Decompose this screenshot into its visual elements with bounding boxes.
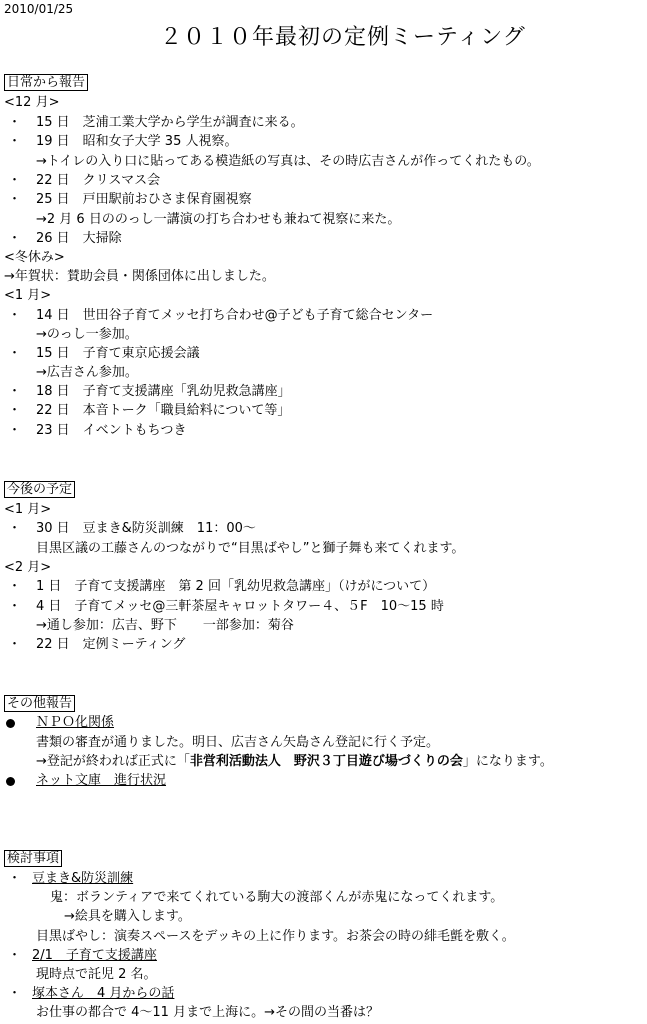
topic-line-note: →絵具を購入します。 bbox=[64, 909, 191, 924]
bullet: ・ bbox=[8, 231, 22, 246]
list-item: 22 日 定例ミーティング bbox=[36, 637, 186, 652]
bullet: ・ bbox=[8, 308, 22, 323]
net-library-title: ネット文庫 進行状況 bbox=[36, 773, 167, 788]
list-item: 26 日 大掃除 bbox=[36, 231, 122, 246]
bullet: ・ bbox=[8, 599, 22, 614]
bullet-dot bbox=[6, 719, 15, 728]
list-item-note: →広吉さん参加。 bbox=[36, 365, 138, 380]
topic-title: 豆まき&防災訓練 bbox=[32, 871, 134, 886]
bullet: ・ bbox=[8, 521, 22, 536]
period-label-winter: <冬休み> bbox=[4, 250, 65, 265]
month-label-december: <12 月> bbox=[4, 95, 60, 110]
bullet: ・ bbox=[8, 403, 22, 418]
npo-line-registration: →登記が終われば正式に「非営利活動法人 野沢３丁目遊び場づくりの会」になります。 bbox=[36, 754, 553, 769]
bullet: ・ bbox=[8, 134, 22, 149]
bullet: ・ bbox=[8, 579, 22, 594]
list-item: 4 日 子育てメッセ@三軒茶屋キャロットタワー４、５F 10～15 時 bbox=[36, 599, 444, 614]
topic-title: 2/1 子育て支援講座 bbox=[32, 948, 157, 963]
bullet: ・ bbox=[8, 423, 22, 438]
list-item: 18 日 子育て支援講座「乳幼児救急講座」 bbox=[36, 384, 291, 399]
bullet: ・ bbox=[8, 115, 22, 130]
month-label-january: <1 月> bbox=[4, 502, 52, 517]
bullet: ・ bbox=[8, 173, 22, 188]
document-title: ２０１０年最初の定例ミーティング bbox=[160, 25, 526, 50]
topic-line: お仕事の都合で 4～11 月まで上海に。→その間の当番は？ bbox=[36, 1005, 379, 1020]
bullet: ・ bbox=[8, 948, 22, 963]
bullet: ・ bbox=[8, 871, 22, 886]
topic-title: 塚本さん 4 月からの話 bbox=[32, 986, 175, 1001]
list-item: 23 日 イベントもちつき bbox=[36, 423, 187, 438]
section-header-discussion: 検討事項 bbox=[4, 850, 62, 868]
list-item-note: →2 月 6 日ののっし一講演の打ち合わせも兼ねて視察に来た。 bbox=[36, 212, 401, 227]
list-item-note: →通し参加：広吉、野下 一部参加：菊谷 bbox=[36, 618, 294, 633]
bullet: ・ bbox=[8, 384, 22, 399]
list-item: 22 日 クリスマス会 bbox=[36, 173, 161, 188]
list-item: 25 日 戸田駅前おひさま保育園視察 bbox=[36, 192, 252, 207]
list-item: 15 日 子育て東京応援会議 bbox=[36, 346, 200, 361]
month-label-february: <2 月> bbox=[4, 560, 52, 575]
list-item-note: 目黒区議の工藤さんのつながりで“目黒ばやし”と獅子舞も来てくれます。 bbox=[36, 541, 465, 556]
month-label-january: <1 月> bbox=[4, 288, 52, 303]
bullet: ・ bbox=[8, 637, 22, 652]
section-header-daily-report: 日常から報告 bbox=[4, 74, 88, 92]
list-item-note: →トイレの入り口に貼ってある模造紙の写真は、その時広吉さんが作ってくれたもの。 bbox=[36, 154, 540, 169]
bullet: ・ bbox=[8, 192, 22, 207]
list-item: 15 日 芝浦工業大学から学生が調査に来る。 bbox=[36, 115, 304, 130]
section-header-upcoming: 今後の予定 bbox=[4, 481, 75, 499]
list-item: 1 日 子育て支援講座 第 2 回「乳幼児救急講座」（けがについて） bbox=[36, 579, 436, 594]
topic-line: 鬼：ボランティアで来てくれている駒大の渡部くんが赤鬼になってくれます。 bbox=[50, 890, 504, 905]
bullet: ・ bbox=[8, 346, 22, 361]
npo-official-name: 非営利活動法人 野沢３丁目遊び場づくりの会 bbox=[189, 754, 463, 769]
topic-line: 現時点で託児 2 名。 bbox=[36, 967, 157, 982]
document-date: 2010/01/25 bbox=[4, 2, 74, 16]
section-header-other-reports: その他報告 bbox=[4, 695, 75, 713]
list-item-note: →のっし一参加。 bbox=[36, 327, 138, 342]
bullet-dot bbox=[6, 777, 15, 786]
npo-line: 書類の審査が通りました。明日、広吉さん矢島さん登記に行く予定。 bbox=[36, 735, 440, 750]
list-item: 14 日 世田谷子育てメッセ打ち合わせ@子ども子育て総合センター bbox=[36, 308, 434, 323]
list-item: 19 日 昭和女子大学 35 人視察。 bbox=[36, 134, 238, 149]
bullet: ・ bbox=[8, 986, 22, 1001]
topic-line: 目黒ばやし：演奏スペースをデッキの上に作ります。お茶会の時の緋毛氈を敷く。 bbox=[36, 929, 515, 944]
list-item: 30 日 豆まき&防災訓練 11：00～ bbox=[36, 521, 256, 536]
list-item: 22 日 本音トーク「職員給料について等」 bbox=[36, 403, 291, 418]
npo-title: ＮＰＯ化関係 bbox=[36, 715, 115, 730]
winter-note: →年賀状：賛助会員・関係団体に出しました。 bbox=[4, 269, 275, 284]
